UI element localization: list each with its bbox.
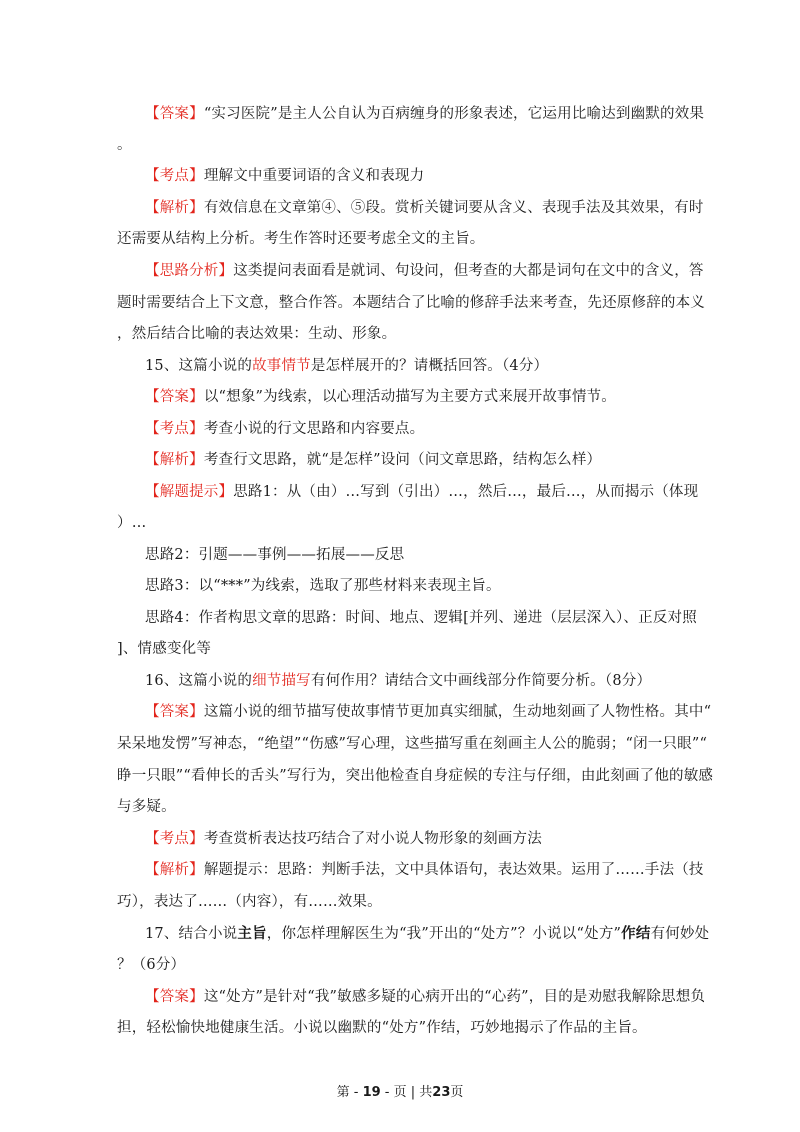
- text-segment: 呆呆地发愣”写神态，“绝望”“伤感”写心理，这些描写重在刻画主人公的脆弱；“闭一只眼”“: [117, 736, 708, 752]
- text-segment: ]、情感变化等: [117, 641, 212, 657]
- label-tag: 【考点】: [145, 421, 204, 437]
- text-segment: 担，轻松愉快地健康生活。小说以幽默的“处方”作结，巧妙地揭示了作品的主旨。: [117, 1020, 647, 1036]
- text-segment: 有何妙处: [650, 926, 710, 942]
- text-line: [117, 766, 713, 786]
- idea-3-line: [145, 576, 501, 596]
- text-line: [117, 955, 185, 975]
- question-16: [145, 671, 651, 691]
- text-segment: 理解文中重要词语的含义和表现力: [203, 168, 425, 184]
- text-line: [117, 797, 176, 817]
- text-segment: 这类提问表面看是就词、句设问，但考查的大都是词句在文中的含义，答: [233, 263, 704, 279]
- idea-4-line: [145, 608, 697, 628]
- answer-line: [145, 387, 616, 407]
- text-segment: ？（6分）: [117, 957, 186, 973]
- label-tag: 细节描写: [252, 673, 311, 689]
- footer-suffix: 页: [450, 1085, 464, 1100]
- text-segment: ）…: [117, 515, 147, 531]
- answer-line: [145, 987, 705, 1007]
- text-line: [117, 229, 485, 249]
- text-segment: 思路4：作者构思文章的思路：时间、地点、逻辑[并列、递进（层层深入）、正反对照: [145, 610, 697, 626]
- keypoint-line: [145, 166, 424, 186]
- answer-line: [145, 104, 704, 124]
- analysis-line: [145, 450, 601, 470]
- text-line: [117, 513, 146, 533]
- page-number: 19: [362, 1085, 381, 1100]
- question-15: [145, 356, 548, 376]
- text-segment: ，你怎样理解医生为“我”开出的“处方”？小说以“处方”: [266, 926, 622, 942]
- text-segment: 考查行文思路，就“是怎样”设问（问文章思路，结构怎么样）: [203, 452, 602, 468]
- text-line: [117, 639, 211, 659]
- text-segment: 17、结合小说: [145, 926, 238, 942]
- text-line: [117, 324, 396, 344]
- keypoint-line: [145, 419, 424, 439]
- label-tag: 【考点】: [145, 831, 204, 847]
- label-tag: 【考点】: [145, 168, 204, 184]
- text-segment: 解题提示：思路：判断手法，文中具体语句，表达效果。运用了……手法（技: [203, 862, 704, 878]
- text-segment: “实习医院”是主人公自认为百病缠身的形象表述，它运用比喻达到幽默的效果: [203, 106, 705, 122]
- text-segment: 思路3：以“***”为线索，选取了那些材料来表现主旨。: [145, 578, 501, 594]
- footer-middle: - 页 | 共: [380, 1085, 433, 1100]
- label-tag: 【解析】: [145, 200, 204, 216]
- text-segment: 与多疑。: [117, 799, 176, 815]
- text-segment: 思路2：引题——事例——拓展——反思: [145, 547, 405, 563]
- question-17: [145, 924, 709, 944]
- label-tag: 【解题提示】: [145, 484, 234, 500]
- text-segment: 这篇小说的细节描写使故事情节更加真实细腻，生动地刻画了人物性格。其中“: [203, 704, 712, 720]
- label-tag: 【答案】: [145, 989, 204, 1005]
- hint-line: [145, 482, 698, 502]
- text-line: [117, 892, 382, 912]
- label-tag: 【答案】: [145, 389, 204, 405]
- text-line: [117, 1018, 647, 1038]
- text-segment: 这“处方”是针对“我”敏感多疑的心病开出的“心药”，目的是劝慰我解除思想负: [203, 989, 706, 1005]
- text-segment: ，然后结合比喻的表达效果：生动、形象。: [117, 326, 397, 342]
- idea-analysis-line: [145, 261, 704, 281]
- text-segment: 考查赏析表达技巧结合了对小说人物形象的刻画方法: [203, 831, 542, 847]
- label-tag: 【答案】: [145, 704, 204, 720]
- text-segment: 16、这篇小说的: [145, 673, 253, 689]
- text-segment: 题时需要结合上下文意，整合作答。本题结合了比喻的修辞手法来考查，先还原修辞的本义: [117, 295, 705, 311]
- text-segment: 以“想象”为线索，以心理活动描写为主要方式来展开故事情节。: [203, 389, 616, 405]
- text-segment: 有效信息在文章第④、⑤段。赏析关键词要从含义、表现手法及其效果，有时: [203, 200, 704, 216]
- text-segment: 。: [117, 137, 132, 153]
- analysis-line: [145, 860, 704, 880]
- idea-2-line: [145, 545, 404, 565]
- footer-prefix: 第 -: [336, 1085, 363, 1100]
- text-segment: 有何作用？请结合文中画线部分作简要分析。（8分）: [310, 673, 652, 689]
- text-segment: 睁一只眼”“看伸长的舌头”写行为，突出他检查自身症候的专注与仔细，由此刻画了他的敏感: [117, 768, 714, 784]
- text-segment: 还需要从结构上分析。考生作答时还要考虑全文的主旨。: [117, 231, 485, 247]
- text-line: [117, 135, 132, 155]
- analysis-line: [145, 198, 704, 218]
- text-line: [117, 734, 707, 754]
- label-tag: 【解析】: [145, 452, 204, 468]
- keypoint-line: [145, 829, 542, 849]
- page-footer: [0, 1084, 800, 1102]
- text-segment: 15、这篇小说的: [145, 358, 253, 374]
- label-tag: 【思路分析】: [145, 263, 234, 279]
- label-tag: 【解析】: [145, 862, 204, 878]
- text-segment: 巧），表达了……（内容），有……效果。: [117, 894, 382, 910]
- text-segment: 思路1：从（由）…写到（引出）…，然后…，最后…，从而揭示（体现: [233, 484, 699, 500]
- bold-text: 作结: [621, 925, 651, 942]
- bold-text: 主旨: [237, 925, 267, 942]
- label-tag: 故事情节: [252, 358, 311, 374]
- text-line: [117, 293, 705, 313]
- total-pages: 23: [432, 1085, 451, 1100]
- text-segment: 考查小说的行文思路和内容要点。: [203, 421, 425, 437]
- answer-line: [145, 702, 711, 722]
- label-tag: 【答案】: [145, 106, 204, 122]
- text-segment: 是怎样展开的？请概括回答。（4分）: [310, 358, 549, 374]
